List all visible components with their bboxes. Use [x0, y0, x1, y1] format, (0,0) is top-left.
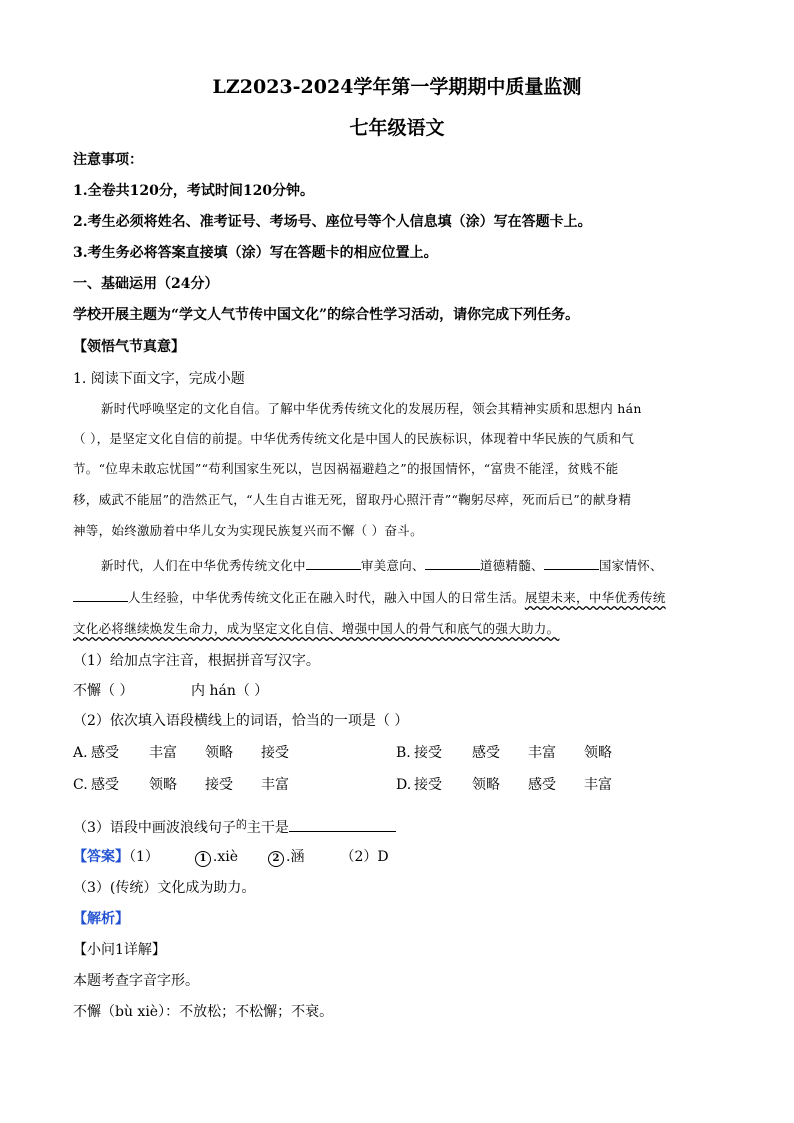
option-b-word: 丰富 — [528, 745, 556, 761]
fill-blank-4[interactable] — [73, 587, 128, 602]
answer-2: .涵 — [286, 849, 305, 865]
sub-question-1-fill-a: 不懈（ ） — [73, 683, 134, 699]
passage-line-4: 移，威武不能屈”的浩然正气，“人生自古谁无死，留取丹心照汗青”“鞠躬尽瘁，死而后已”的献身精 — [73, 492, 632, 507]
passage2-text-c: 道德精髓、 — [479, 558, 544, 573]
option-a-label: A. — [73, 745, 88, 761]
section-title: 一、基础运用（24分） — [73, 276, 219, 292]
option-b-word: 感受 — [472, 745, 500, 761]
sub-question-1: （1）给加点字注音，根据拼音写汉字。 — [73, 653, 320, 669]
option-c-label: C. — [73, 777, 88, 793]
passage2-line-3 — [73, 619, 559, 639]
option-a-word: 接受 — [261, 745, 289, 761]
option-b-word: 领略 — [584, 745, 612, 761]
option-c-word: 感受 — [91, 777, 119, 793]
fill-blank-2[interactable] — [425, 555, 480, 570]
option-b[interactable] — [396, 743, 612, 763]
analysis-subheading: 【小问1详解】 — [73, 942, 166, 958]
circled-number-2: 2 — [268, 851, 284, 867]
notes-item-1: 1.全卷共120分，考试时间120分钟。 — [73, 183, 315, 199]
option-d-word: 感受 — [528, 777, 556, 793]
wavy-sentence-part-1: 展望未来，中华优秀传统 — [524, 590, 666, 605]
option-d-word: 丰富 — [584, 777, 612, 793]
page-title: LZ2023-2024学年第一学期期中质量监测 — [212, 76, 582, 98]
option-a-word: 丰富 — [149, 745, 177, 761]
passage2-text-a: 新时代，人们在中华优秀传统文化中 — [101, 558, 306, 573]
passage-line-2: （ ），是坚定文化自信的前提。中华优秀传统文化是中国人的民族标识，体现着中华民族的气质和气 — [73, 431, 635, 446]
question-prompt: 1. 阅读下面文字，完成小题 — [73, 371, 245, 387]
notes-item-3: 3.考生务必将答案直接填（涂）写在答题卡的相应位置上。 — [73, 245, 438, 261]
option-c-word: 领略 — [149, 777, 177, 793]
section-subheading: 【领悟气节真意】 — [73, 339, 185, 355]
sub-question-2: （2）依次填入语段横线上的词语，恰当的一项是（ ） — [73, 713, 409, 729]
passage2-text-b: 审美意向、 — [360, 558, 425, 573]
option-a-word: 感受 — [91, 745, 119, 761]
wavy-sentence-part-2: 文化必将继续焕发生命力，成为坚定文化自信、增强中国人的骨气和底气的强大助力。 — [73, 621, 560, 636]
notes-heading: 注意事项： — [73, 152, 143, 168]
option-d-word: 领略 — [472, 777, 500, 793]
sub-question-3-text-b: 主干是 — [246, 820, 289, 836]
option-b-label: B. — [396, 745, 411, 761]
page-subtitle: 七年级语文 — [349, 117, 445, 139]
option-d-word: 接受 — [414, 777, 442, 793]
option-c-word: 接受 — [205, 777, 233, 793]
answer-blank[interactable] — [289, 817, 396, 832]
answer-part3: （3）(传统）文化成为助力。 — [73, 880, 256, 896]
option-c[interactable] — [73, 775, 289, 795]
sub-question-3-sup: 的 — [235, 818, 247, 831]
fill-blank-3[interactable] — [544, 555, 599, 570]
option-d[interactable] — [396, 775, 612, 795]
passage-line-5: 神等，始终激励着中华儿女为实现民族复兴而不懈（ ）奋斗。 — [73, 523, 423, 538]
option-d-label: D. — [396, 777, 412, 793]
option-c-word: 丰富 — [261, 777, 289, 793]
fill-blank-1[interactable] — [306, 555, 361, 570]
passage2-line-2 — [73, 587, 666, 608]
analysis-line-2: 不懈（bù xiè）：不放松；不松懈；不衰。 — [73, 1004, 334, 1020]
sub-question-3-text: （3）语段中画波浪线句子 — [73, 820, 236, 836]
notes-item-2: 2.考生必须将姓名、准考证号、考场号、座位号等个人信息填（涂）写在答题卡上。 — [73, 214, 592, 230]
sub-question-3 — [73, 815, 396, 838]
option-a[interactable] — [73, 743, 289, 763]
option-b-word: 接受 — [414, 745, 442, 761]
answer-label: 【答案】 — [73, 849, 129, 865]
passage-line-3: 节。“位卑未敢忘忧国”“苟利国家生死以，岂因祸福避趋之”的报国情怀，“富贵不能淫，贫贱不能 — [73, 461, 619, 476]
answer-line — [73, 847, 389, 867]
circled-number-1: 1 — [195, 851, 211, 867]
answer-1: .xiè — [212, 849, 239, 865]
answer-part1: （1） — [129, 849, 159, 865]
passage2-text-d: 国家情怀、 — [598, 558, 663, 573]
answer-part2: （2）D — [340, 849, 389, 865]
analysis-label: 【解析】 — [73, 911, 129, 927]
passage-line-1: 新时代呼唤坚定的文化自信。了解中华优秀传统文化的发展历程，领会其精神实质和思想内 hán — [101, 401, 642, 416]
passage2-line-1 — [101, 555, 663, 576]
sub-question-1-fill-b: 内 hán（ ） — [191, 683, 269, 699]
passage2-text-e: 人生经验，中华优秀传统文化正在融入时代，融入中国人的日常生活。 — [128, 590, 525, 605]
analysis-line-1: 本题考查字音字形。 — [73, 973, 199, 989]
option-a-word: 领略 — [205, 745, 233, 761]
section-intro: 学校开展主题为“学文人气节传中国文化”的综合性学习活动，请你完成下列任务。 — [73, 307, 580, 323]
